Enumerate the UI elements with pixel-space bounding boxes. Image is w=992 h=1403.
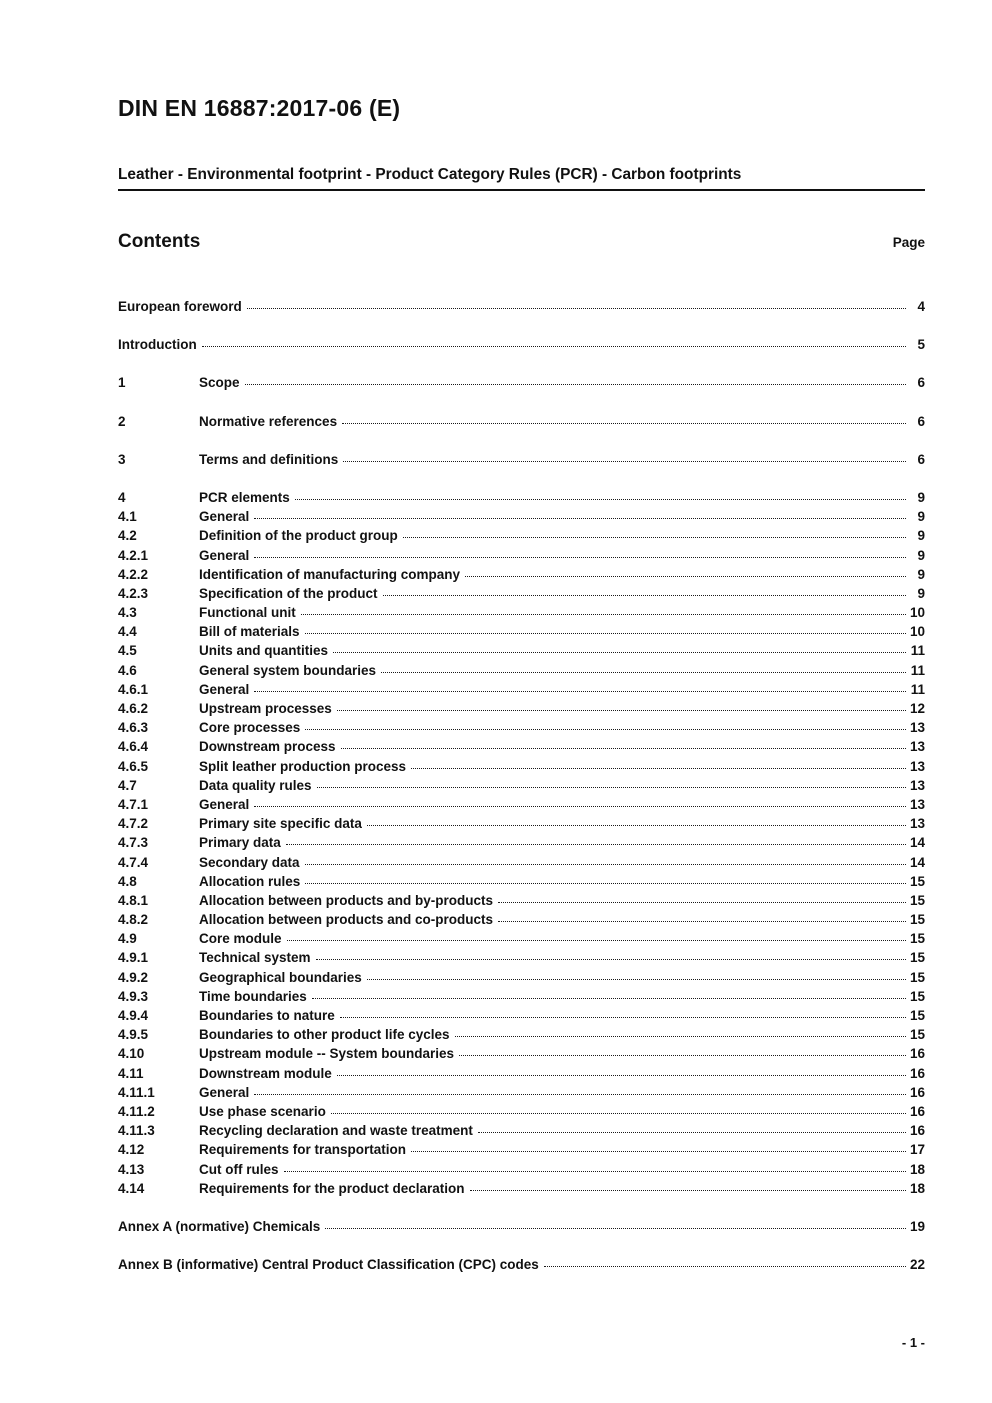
toc-entry[interactable] <box>118 1121 925 1140</box>
toc-section <box>118 1217 925 1236</box>
toc-entry-number: 4.13 <box>118 1161 145 1177</box>
toc-entry-page: 9 <box>917 528 925 544</box>
toc-leader-dots <box>301 614 906 615</box>
toc-entry-page: 16 <box>909 1065 925 1081</box>
toc-entry[interactable] <box>118 373 925 392</box>
toc-entry[interactable] <box>118 526 925 545</box>
toc-leader-dots <box>305 883 906 884</box>
toc-entry-title: Identification of manufacturing company <box>199 566 461 582</box>
toc-entry-number: 4.8.1 <box>118 892 149 908</box>
toc-leader-dots <box>287 940 906 941</box>
toc-entry-title: PCR elements <box>199 489 290 505</box>
toc-entry-page: 13 <box>909 720 925 736</box>
toc-entry-title: Annex B (informative) Central Product Classification (CPC) codes <box>118 1257 539 1273</box>
toc-entry-page: 5 <box>917 337 925 353</box>
toc-section <box>118 373 925 392</box>
toc-entry-page: 13 <box>909 758 925 774</box>
toc-entry-title: Allocation rules <box>199 873 301 889</box>
toc-entry-title: Terms and definitions <box>199 451 339 467</box>
toc-entry-number: 2 <box>118 413 126 429</box>
toc-entry-title: Time boundaries <box>199 988 307 1004</box>
toc-entry-number: 4.6.4 <box>118 739 149 755</box>
toc-leader-dots <box>342 423 906 424</box>
toc-entry-number: 4.2 <box>118 528 137 544</box>
toc-leader-dots <box>411 768 906 769</box>
toc-entry-page: 15 <box>909 1008 925 1023</box>
toc-entry-page: 11 <box>910 662 925 678</box>
toc-entry[interactable] <box>118 1025 925 1044</box>
toc-entry-page: 22 <box>909 1257 925 1273</box>
document-title: Leather - Environmental footprint - Product Category Rules (PCR) - Carbon footprints <box>118 166 925 191</box>
contents-heading: Contents <box>118 231 201 252</box>
toc-leader-dots <box>337 1075 906 1076</box>
toc-leader-dots <box>254 518 906 519</box>
toc-entry-page: 9 <box>917 585 925 601</box>
toc-leader-dots <box>312 998 906 999</box>
toc-entry-title: Core module <box>199 931 282 947</box>
toc-entry-number: 4.9.3 <box>118 988 149 1004</box>
toc-entry-page: 9 <box>917 509 925 525</box>
toc-entry[interactable] <box>118 680 925 699</box>
toc-entry[interactable] <box>118 948 925 967</box>
toc-leader-dots <box>403 537 906 538</box>
toc-entry-title: Primary data <box>199 835 281 851</box>
toc-entry[interactable] <box>118 795 925 814</box>
toc-leader-dots <box>305 633 906 634</box>
toc-leader-dots <box>254 806 906 807</box>
toc-entry-number: 4.9.4 <box>118 1008 149 1023</box>
toc-section <box>118 297 925 316</box>
toc-entry-title: Primary site specific data <box>199 816 362 832</box>
toc-entry-title: Downstream process <box>199 739 336 755</box>
toc-entry-number: 4.6.2 <box>118 701 149 716</box>
toc-entry-number: 4.14 <box>118 1180 145 1196</box>
toc-entry-title: Units and quantities <box>199 643 329 659</box>
toc-entry-page: 19 <box>909 1218 925 1234</box>
toc-entry-title: Introduction <box>118 337 197 353</box>
toc-entry[interactable] <box>118 872 925 891</box>
toc-entry-page: 18 <box>909 1161 925 1177</box>
toc-entry-number: 4.8 <box>118 873 137 889</box>
toc-entry-page: 11 <box>910 681 925 697</box>
toc-entry-page: 16 <box>909 1123 925 1139</box>
toc-leader-dots <box>383 595 906 596</box>
toc-entry[interactable] <box>118 488 925 507</box>
toc-entry-title: General <box>199 1084 250 1100</box>
toc-entry-title: Boundaries to nature <box>199 1008 335 1023</box>
toc-entry-page: 6 <box>917 451 925 467</box>
toc-entry-title: Cut off rules <box>199 1161 279 1177</box>
toc-leader-dots <box>202 346 906 347</box>
page-number-footer: - 1 - <box>901 1335 925 1350</box>
toc-entry[interactable] <box>118 603 925 622</box>
toc-entry-title: Functional unit <box>199 605 296 621</box>
toc-entry-number: 4 <box>118 489 126 505</box>
toc-entry-title: General <box>199 509 250 525</box>
toc-leader-dots <box>305 864 906 865</box>
toc-leader-dots <box>245 384 906 385</box>
toc-entry-number: 4.9 <box>118 931 137 947</box>
toc-entry-page: 9 <box>917 547 925 563</box>
toc-leader-dots <box>317 787 906 788</box>
toc-leader-dots <box>316 959 906 960</box>
toc-leader-dots <box>498 921 906 922</box>
toc-entry-title: Split leather production process <box>199 758 407 774</box>
toc-entry-title: Allocation between products and co-products <box>199 912 494 928</box>
toc-leader-dots <box>411 1151 906 1152</box>
toc-entry-page: 16 <box>909 1103 925 1119</box>
toc-leader-dots <box>470 1190 906 1191</box>
toc-entry-page: 15 <box>909 892 925 908</box>
toc-entry-title: Specification of the product <box>199 585 378 601</box>
toc-entry-number: 4.6.1 <box>118 681 149 697</box>
toc-entry[interactable] <box>118 757 925 776</box>
toc-entry-number: 4.6.3 <box>118 720 149 736</box>
toc-leader-dots <box>333 652 906 653</box>
toc-leader-dots <box>286 844 906 845</box>
toc-leader-dots <box>325 1228 906 1229</box>
toc-leader-dots <box>331 1113 906 1114</box>
toc-entry-title: Core processes <box>199 720 301 736</box>
toc-entry-title: Geographical boundaries <box>199 969 362 985</box>
toc-entry-number: 4.9.5 <box>118 1027 149 1043</box>
document-id-heading: DIN EN 16887:2017-06 (E) <box>118 95 401 121</box>
toc-entry-number: 4.2.1 <box>118 547 149 563</box>
toc-section <box>118 488 925 1198</box>
toc-entry-number: 4.7.1 <box>118 796 149 812</box>
toc-entry-title: European foreword <box>118 299 242 314</box>
toc-entry-number: 4.7.3 <box>118 835 149 851</box>
toc-entry-page: 13 <box>909 777 925 793</box>
toc-entry[interactable] <box>118 718 925 737</box>
toc-entry[interactable] <box>118 622 925 641</box>
toc-entry-title: Normative references <box>199 413 338 429</box>
toc-entry-title: Data quality rules <box>199 777 312 793</box>
contents-header-row <box>118 231 925 253</box>
toc-entry-page: 15 <box>909 931 925 947</box>
toc-entry-title: Upstream module -- System boundaries <box>199 1046 455 1062</box>
toc-section <box>118 335 925 354</box>
toc-entry-title: General system boundaries <box>199 662 377 678</box>
toc-entry-page: 15 <box>909 988 925 1004</box>
toc-entry[interactable] <box>118 1102 925 1121</box>
toc-entry-page: 15 <box>909 873 925 889</box>
toc-entry[interactable] <box>118 584 925 603</box>
toc-leader-dots <box>254 691 906 692</box>
toc-entry[interactable] <box>118 814 925 833</box>
toc-entry-number: 1 <box>118 375 126 391</box>
toc-entry-number: 4.7 <box>118 777 137 793</box>
toc-entry-number: 4.7.2 <box>118 816 149 832</box>
toc-entry[interactable] <box>118 1006 925 1025</box>
toc-entry-title: Scope <box>199 375 240 391</box>
table-of-contents <box>118 297 925 1274</box>
toc-entry-page: 4 <box>917 299 925 314</box>
toc-entry[interactable] <box>118 737 925 756</box>
toc-entry-page: 12 <box>909 701 925 716</box>
toc-entry[interactable] <box>118 968 925 987</box>
toc-entry-page: 15 <box>909 912 925 928</box>
toc-entry-page: 14 <box>909 835 925 851</box>
toc-entry[interactable] <box>118 1044 925 1063</box>
toc-leader-dots <box>305 729 906 730</box>
toc-entry-title: Secondary data <box>199 854 300 870</box>
toc-section <box>118 412 925 431</box>
toc-leader-dots <box>544 1266 906 1267</box>
toc-entry[interactable] <box>118 987 925 1006</box>
toc-entry[interactable] <box>118 565 925 584</box>
toc-entry-number: 4.2.3 <box>118 585 149 601</box>
toc-entry-number: 3 <box>118 451 126 467</box>
toc-leader-dots <box>254 557 906 558</box>
toc-leader-dots <box>341 748 906 749</box>
toc-entry[interactable] <box>118 776 925 795</box>
toc-entry-title: Requirements for the product declaration <box>199 1180 465 1196</box>
toc-entry-number: 4.11.3 <box>118 1123 155 1139</box>
toc-leader-dots <box>340 1017 906 1018</box>
toc-entry-page: 11 <box>910 643 925 659</box>
toc-entry-title: Annex A (normative) Chemicals <box>118 1218 321 1234</box>
toc-entry[interactable] <box>118 891 925 910</box>
toc-entry-number: 4.2.2 <box>118 566 149 582</box>
toc-entry-page: 10 <box>909 624 925 640</box>
toc-entry-title: Bill of materials <box>199 624 300 640</box>
toc-entry-number: 4.11 <box>118 1065 144 1081</box>
toc-entry-number: 4.10 <box>118 1046 145 1062</box>
toc-entry-number: 4.7.4 <box>118 854 149 870</box>
toc-leader-dots <box>247 308 906 309</box>
toc-entry[interactable] <box>118 1140 925 1159</box>
toc-entry-page: 13 <box>909 739 925 755</box>
toc-entry-title: General <box>199 681 250 697</box>
toc-entry[interactable] <box>118 641 925 660</box>
toc-entry-page: 15 <box>909 969 925 985</box>
toc-entry[interactable] <box>118 450 925 469</box>
toc-entry-page: 18 <box>909 1180 925 1196</box>
toc-entry-number: 4.12 <box>118 1142 145 1158</box>
toc-entry[interactable] <box>118 412 925 431</box>
toc-entry-page: 16 <box>909 1046 925 1062</box>
toc-entry[interactable] <box>118 833 925 852</box>
toc-entry-page: 9 <box>917 566 925 582</box>
toc-entry-title: Definition of the product group <box>199 528 398 544</box>
toc-entry[interactable] <box>118 297 925 316</box>
toc-leader-dots <box>455 1036 906 1037</box>
toc-entry-number: 4.5 <box>118 643 137 659</box>
toc-entry-page: 13 <box>909 816 925 832</box>
toc-leader-dots <box>465 576 906 577</box>
toc-entry[interactable] <box>118 910 925 929</box>
toc-entry-page: 16 <box>909 1084 925 1100</box>
toc-entry-page: 15 <box>909 1027 925 1043</box>
toc-entry-number: 4.8.2 <box>118 912 149 928</box>
toc-leader-dots <box>337 710 906 711</box>
toc-leader-dots <box>284 1171 907 1172</box>
toc-leader-dots <box>254 1094 906 1095</box>
toc-entry-title: Boundaries to other product life cycles <box>199 1027 450 1043</box>
toc-entry-title: Allocation between products and by-products <box>199 892 494 908</box>
toc-entry[interactable] <box>118 661 925 680</box>
toc-entry-page: 13 <box>909 796 925 812</box>
toc-entry-number: 4.6.5 <box>118 758 149 774</box>
toc-entry[interactable] <box>118 1217 925 1236</box>
toc-entry-number: 4.4 <box>118 624 137 640</box>
toc-entry-page: 6 <box>917 413 925 429</box>
toc-entry-number: 4.6 <box>118 662 137 678</box>
toc-leader-dots <box>459 1055 906 1056</box>
toc-entry-number: 4.1 <box>118 509 137 525</box>
toc-entry[interactable] <box>118 335 925 354</box>
toc-leader-dots <box>295 499 906 500</box>
toc-entry-number: 4.11.2 <box>118 1103 155 1119</box>
toc-entry-page: 14 <box>909 854 925 870</box>
toc-entry-page: 6 <box>917 375 925 391</box>
toc-entry-title: Requirements for transportation <box>199 1142 407 1158</box>
toc-entry-title: Upstream processes <box>199 701 332 716</box>
toc-entry-title: General <box>199 547 250 563</box>
toc-entry[interactable] <box>118 1255 925 1274</box>
toc-entry[interactable] <box>118 1179 925 1198</box>
toc-entry-title: Recycling declaration and waste treatment <box>199 1123 473 1139</box>
toc-entry-page: 10 <box>909 605 925 621</box>
toc-entry-title: Downstream module <box>199 1065 332 1081</box>
toc-entry-number: 4.3 <box>118 605 137 621</box>
toc-entry-title: Use phase scenario <box>199 1103 326 1119</box>
toc-entry-title: Technical system <box>199 950 311 966</box>
toc-leader-dots <box>381 672 906 673</box>
toc-entry-page: 17 <box>909 1142 925 1158</box>
toc-leader-dots <box>498 902 906 903</box>
toc-leader-dots <box>478 1132 906 1133</box>
toc-section <box>118 1255 925 1274</box>
toc-entry[interactable] <box>118 507 925 526</box>
toc-leader-dots <box>367 979 906 980</box>
toc-entry-number: 4.9.2 <box>118 969 149 985</box>
toc-section <box>118 450 925 469</box>
toc-entry-number: 4.9.1 <box>118 950 149 966</box>
page-column-label: Page <box>892 235 925 250</box>
toc-entry[interactable] <box>118 699 925 718</box>
toc-leader-dots <box>367 825 906 826</box>
toc-entry-page: 15 <box>909 950 925 966</box>
toc-entry-page: 9 <box>917 489 925 505</box>
toc-entry-number: 4.11.1 <box>118 1084 155 1100</box>
toc-entry[interactable] <box>118 546 925 565</box>
toc-entry[interactable] <box>118 1064 925 1083</box>
toc-entry[interactable] <box>118 1160 925 1179</box>
toc-entry[interactable] <box>118 1083 925 1102</box>
toc-entry[interactable] <box>118 929 925 948</box>
toc-entry-title: General <box>199 796 250 812</box>
toc-entry[interactable] <box>118 853 925 872</box>
toc-leader-dots <box>343 461 906 462</box>
